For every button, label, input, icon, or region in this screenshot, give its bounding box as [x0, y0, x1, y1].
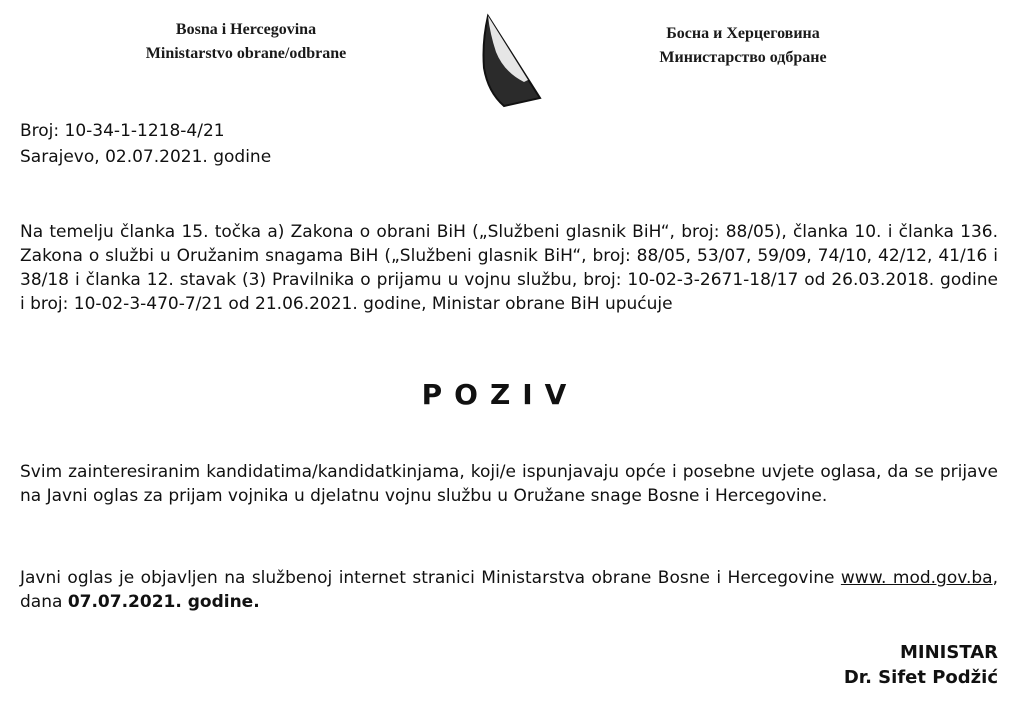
ministry-name-cyrillic: Министарство одбране [659, 49, 827, 66]
header-cyrillic [618, 22, 868, 70]
country-name-cyrillic: Босна и Херцеговина [666, 25, 820, 42]
intro-paragraph: Na temelju članka 15. točka a) Zakona o obrani BiH („Službeni glasnik BiH“, broj: 88/05), članka 10. i članka 136. Zakona o službi u Oružanim snagama BiH („Službeni glasnik BiH“, broj: 88/05, 53/07, 59/09, 74/10, 42/12, 41/16 i 38/18 i članka 12. stavak (3) Pravilnika o prijamu u vojnu službu, broj: 10-02-3-2671-18/17 od 26.03.2018. godine i broj: 10-02-3-470-7/21 od 21.06.2021. godine, Ministar obrane BiH upućuje [20, 222, 998, 314]
publication-date: 07.07.2021. godine. [67, 592, 260, 612]
country-name-latin: Bosna i Hercegovina [175, 21, 317, 38]
ministry-name-latin: Ministarstvo obrane/odbrane [145, 45, 347, 62]
signature-block [844, 640, 998, 690]
invitation-paragraph: Svim zainteresiranim kandidatima/kandidatkinjama, koji/e ispunjavaju opće i posebne uvjete oglasa, da se prijave na Javni oglas za prijam vojnika u djelatnu vojnu službu u Oružane snage Bosne i Hercegovine. [20, 462, 998, 506]
publication-paragraph [20, 566, 998, 614]
coat-of-arms-icon [474, 12, 546, 110]
document-meta [20, 118, 271, 170]
document-number: Broj: 10-34-1-1218-4/21 [20, 121, 225, 141]
header-latin [96, 18, 396, 66]
publication-text-middle: , dana [20, 568, 998, 612]
signatory-role: MINISTAR [899, 642, 998, 663]
document-place-date: Sarajevo, 02.07.2021. godine [20, 147, 272, 167]
publication-text: Javni oglas je objavljen na službenoj internet stranici Ministarstva obrane Bosne i Hercegovine [20, 568, 835, 588]
document-title: POZIV [421, 378, 579, 411]
signatory-name: Dr. Sifet Podžić [843, 667, 998, 688]
ministry-website-link[interactable]: www. mod.gov.ba [840, 568, 993, 588]
